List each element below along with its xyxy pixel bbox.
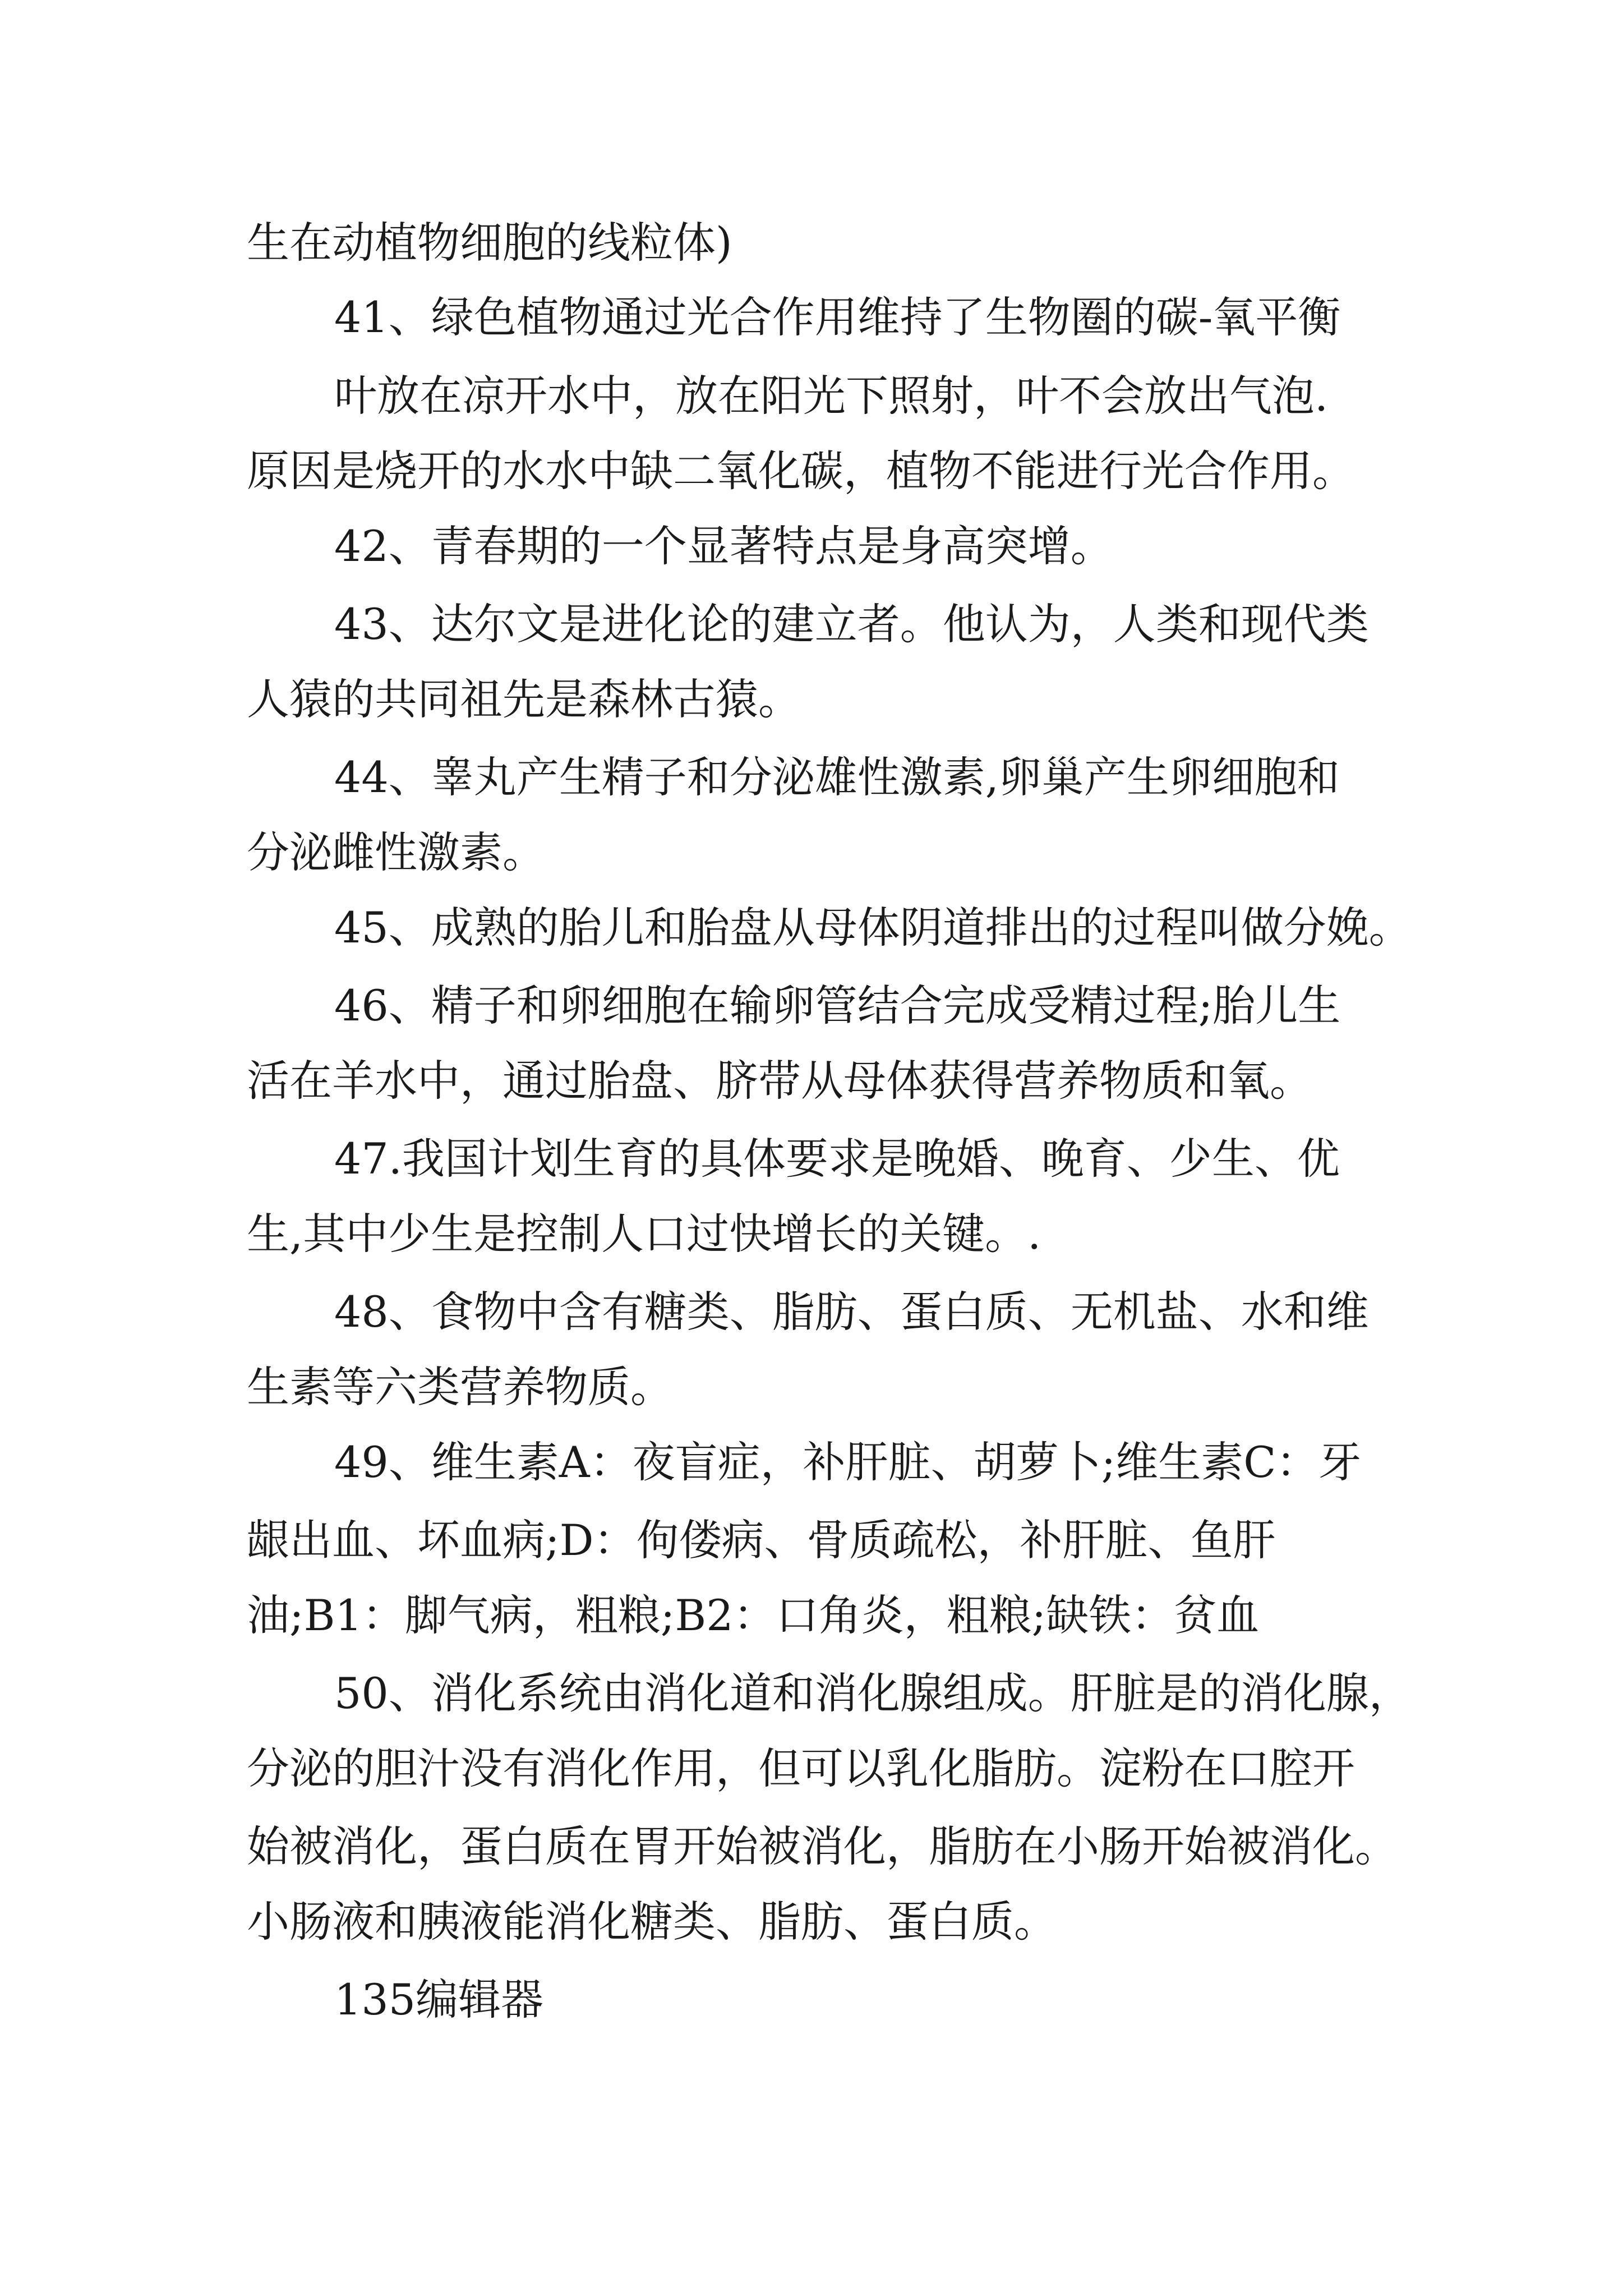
text-line: 47.我国计划生育的具体要求是晚婚、晚育、少生、优 xyxy=(334,1134,1340,1184)
text-line: 分泌雌性激素。 xyxy=(247,827,545,877)
text-line: 48、食物中含有糖类、脂肪、蛋白质、无机盐、水和维 xyxy=(334,1287,1369,1337)
text-line: 41、绿色植物通过光合作用维持了生物圈的碳-氧平衡 xyxy=(334,292,1341,342)
text-line: 43、达尔文是进化论的建立者。他认为，人类和现代类 xyxy=(334,599,1369,649)
text-line: 生,其中少生是控制人口过快增长的关键。. xyxy=(247,1209,1041,1259)
text-line: 原因是烧开的水水中缺二氧化碳，植物不能进行光合作用。 xyxy=(247,446,1355,496)
text-line: 分泌的胆汁没有消化作用，但可以乳化脂肪。淀粉在口腔开 xyxy=(247,1743,1355,1793)
text-line: 49、维生素A：夜盲症，补肝脏、胡萝卜;维生素C：牙 xyxy=(334,1437,1362,1487)
text-line: 135编辑器 xyxy=(334,1975,544,2024)
text-line: 44、睾丸产生精子和分泌雄性激素,卵巢产生卵细胞和 xyxy=(334,752,1340,802)
text-line: 油;B1：脚气病，粗粮;B2：口角炎，粗粮;缺铁：贫血 xyxy=(247,1590,1260,1640)
text-line: 生在动植物细胞的线粒体) xyxy=(247,218,732,268)
text-line: 46、精子和卵细胞在输卵管结合完成受精过程;胎儿生 xyxy=(334,981,1341,1030)
text-line: 45、成熟的胎儿和胎盘从母体阴道排出的过程叫做分娩。 xyxy=(334,903,1412,953)
text-line: 活在羊水中，通过胎盘、脐带从母体获得营养物质和氧。 xyxy=(247,1056,1312,1106)
text-line: 龈出血、坏血病;D：佝偻病、骨质疏松，补肝脏、鱼肝 xyxy=(247,1515,1276,1565)
text-line: 人猿的共同祖先是森林古猿。 xyxy=(247,674,801,724)
text-line: 小肠液和胰液能消化糖类、脂肪、蛋白质。 xyxy=(247,1897,1057,1947)
text-line: 42、青春期的一个显著特点是身高突增。 xyxy=(334,521,1113,571)
text-line: 叶放在凉开水中，放在阳光下照射，叶不会放出气泡. xyxy=(334,371,1329,421)
text-line: 生素等六类营养物质。 xyxy=(247,1362,673,1412)
text-line: 50、消化系统由消化道和消化腺组成。肝脏是的消化腺， xyxy=(334,1668,1412,1718)
text-line: 始被消化，蛋白质在胃开始被消化，脂肪在小肠开始被消化。 xyxy=(247,1821,1398,1871)
